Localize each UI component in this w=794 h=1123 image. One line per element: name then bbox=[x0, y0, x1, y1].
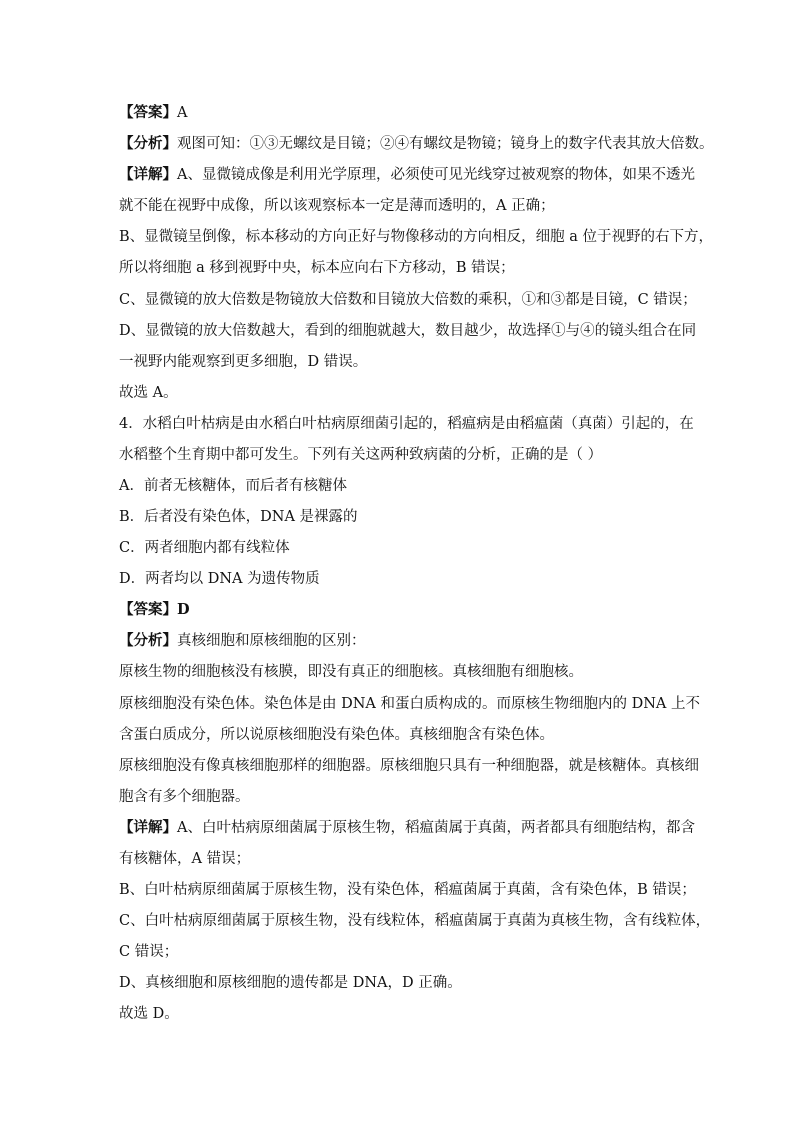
detail-line bbox=[119, 818, 695, 838]
answer-tag: 【答案】 bbox=[119, 601, 177, 618]
detail-line: C、白叶枯病原细菌属于原核生物，没有线粒体，稻瘟菌属于真菌为真核生物，含有线粒体， bbox=[119, 913, 711, 929]
analysis-line: 胞含有多个细胞器。 bbox=[119, 789, 250, 805]
detail-line: 一视野内能观察到更多细胞，D 错误。 bbox=[119, 354, 368, 370]
detail-line: C 错误； bbox=[119, 944, 179, 960]
detail-line: C、显微镜的放大倍数是物镜放大倍数和目镜放大倍数的乘积，①和③都是目镜，C 错误； bbox=[119, 292, 697, 308]
analysis-line: 原核生物的细胞核没有核膜，即没有真正的细胞核。真核细胞有细胞核。 bbox=[119, 664, 583, 680]
analysis-tag: 【分析】 bbox=[119, 135, 177, 152]
analysis-line bbox=[119, 134, 714, 154]
answer-value: A bbox=[177, 105, 188, 121]
detail-line: 就不能在视野中成像，所以该观察标本一定是薄而透明的，A 正确； bbox=[119, 198, 555, 214]
detail-line: B、白叶枯病原细菌属于原核生物，没有染色体，稻瘟菌属于真菌，含有染色体，B 错误； bbox=[119, 882, 696, 898]
detail-line: D、真核细胞和原核细胞的遗传都是 DNA，D 正确。 bbox=[119, 975, 462, 991]
detail-line: D、显微镜的放大倍数越大，看到的细胞就越大，数目越少，故选择①与④的镜头组合在同 bbox=[119, 323, 697, 339]
conclusion-line: 故选 A。 bbox=[119, 385, 178, 401]
detail-text: A、显微镜成像是利用光学原理，必须使可见光线穿过被观察的物体，如果不透光 bbox=[177, 167, 695, 183]
option-b: B．后者没有染色体，DNA 是裸露的 bbox=[119, 509, 358, 525]
answer-tag: 【答案】 bbox=[119, 104, 177, 121]
detail-line bbox=[119, 165, 695, 185]
detail-text: A、白叶枯病原细菌属于原核生物，稻瘟菌属于真菌，两者都具有细胞结构，都含 bbox=[177, 820, 695, 836]
answer-line bbox=[119, 103, 187, 123]
option-d: D．两者均以 DNA 为遗传物质 bbox=[119, 571, 320, 587]
analysis-line: 原核细胞没有染色体。染色体是由 DNA 和蛋白质构成的。而原核生物细胞内的 DNA 上不 bbox=[119, 696, 701, 712]
option-a: A．前者无核糖体，而后者有核糖体 bbox=[119, 478, 347, 494]
answer-value: D bbox=[177, 601, 190, 618]
question-line: 水稻整个生育期中都可发生。下列有关这两种致病菌的分析，正确的是（ ） bbox=[119, 447, 603, 463]
detail-line: 有核糖体，A 错误； bbox=[119, 851, 251, 867]
detail-tag: 【详解】 bbox=[119, 819, 177, 836]
option-c: C．两者细胞内都有线粒体 bbox=[119, 540, 290, 556]
conclusion-line: 故选 D。 bbox=[119, 1006, 179, 1022]
detail-tag: 【详解】 bbox=[119, 166, 177, 183]
question-line: 4．水稻白叶枯病是由水稻白叶枯病原细菌引起的，稻瘟病是由稻瘟菌（真菌）引起的，在 bbox=[119, 416, 694, 432]
analysis-line: 原核细胞没有像真核细胞那样的细胞器。原核细胞只具有一种细胞器，就是核糖体。真核细 bbox=[119, 758, 699, 774]
detail-line: B、显微镜呈倒像，标本移动的方向正好与物像移动的方向相反，细胞 a 位于视野的右下方， bbox=[119, 229, 714, 245]
analysis-text: 真核细胞和原核细胞的区别： bbox=[177, 633, 366, 649]
analysis-text: 观图可知：①③无螺纹是目镜；②④有螺纹是物镜；镜身上的数字代表其放大倍数。 bbox=[177, 136, 714, 152]
answer-line bbox=[119, 600, 190, 620]
analysis-tag: 【分析】 bbox=[119, 632, 177, 649]
detail-line: 所以将细胞 a 移到视野中央，标本应向右下方移动，B 错误； bbox=[119, 260, 515, 276]
analysis-line bbox=[119, 631, 366, 651]
analysis-line: 含蛋白质成分，所以说原核细胞没有染色体。真核细胞含有染色体。 bbox=[119, 727, 554, 743]
